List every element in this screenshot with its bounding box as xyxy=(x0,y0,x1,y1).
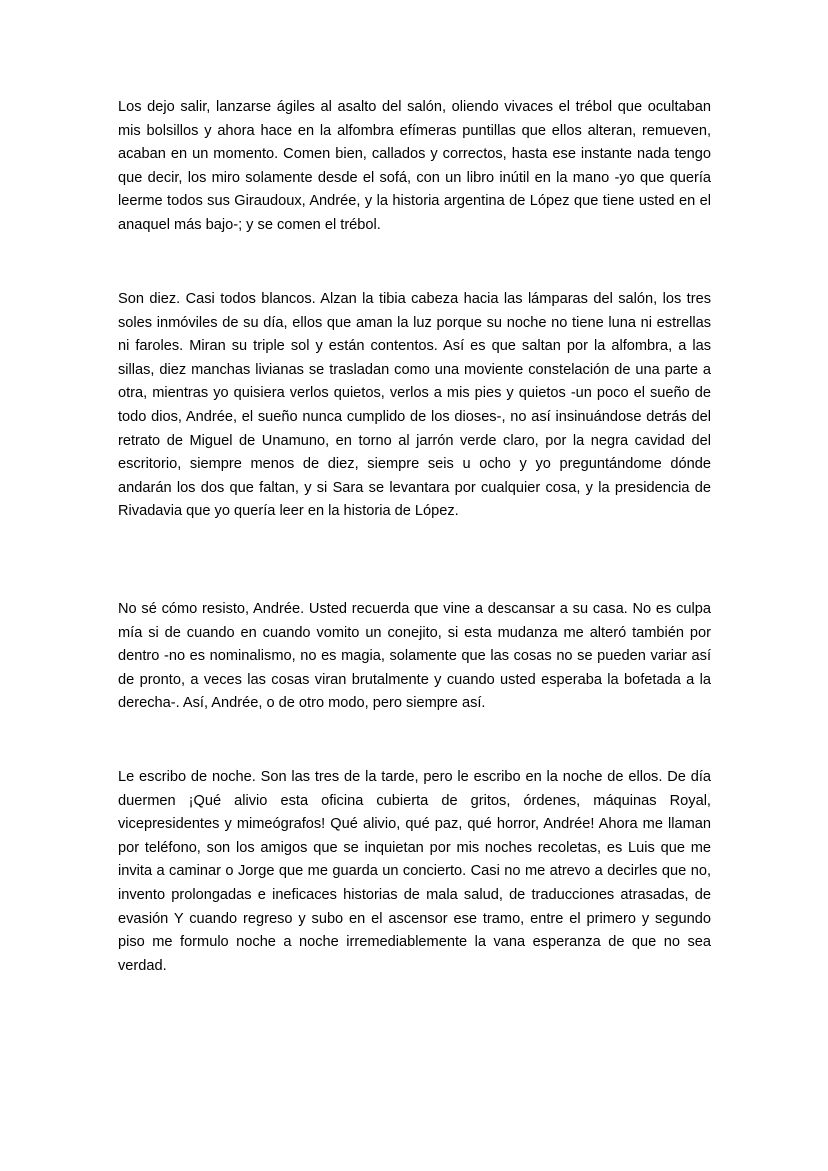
paragraph-2: Son diez. Casi todos blancos. Alzan la tibia cabeza hacia las lámparas del salón, los tres soles inmóviles de su día, ellos que aman la luz porque su noche no tiene luna ni estrellas ni faroles. Miran su triple sol y están contentos. Así es que saltan por la alfombra, a las sillas, diez manchas livianas se trasladan como una moviente constelación de una parte a otra, mientras yo quisiera verlos quietos, verlos a mis pies y quietos -un poco el sueño de todo dios, Andrée, el sueño nunca cumplido de los dioses-, no así insinuándose detrás del retrato de Miguel de Unamuno, en torno al jarrón verde claro, por la negra cavidad del escritorio, siempre menos de diez, siempre seis u ocho y yo preguntándome dónde andarán los dos que faltan, y si Sara se levantara por cualquier cosa, y la presidencia de Rivadavia que yo quería leer en la historia de López. xyxy=(118,291,711,520)
paragraph-4: Le escribo de noche. Son las tres de la tarde, pero le escribo en la noche de ellos. De día duermen ¡Qué alivio esta oficina cubierta de gritos, órdenes, máquinas Royal, vicepresidentes y mimeógrafos! Qué alivio, qué paz, qué horror, Andrée! Ahora me llaman por teléfono, son los amigos que se inquietan por mis noches recoletas, es Luis que me invita a caminar o Jorge que me guarda un concierto. Casi no me atrevo a decirles que no, invento prolongadas e ineficaces historias de mala salud, de traducciones atrasadas, de evasión Y cuando regreso y subo en el ascensor ese tramo, entre el primero y segundo piso me formulo noche a noche irremediablemente la vana esperanza de que no sea verdad. xyxy=(118,769,711,974)
paragraph-1: Los dejo salir, lanzarse ágiles al asalto del salón, oliendo vivaces el trébol que ocultaban mis bolsillos y ahora hace en la alfombra efímeras puntillas que ellos alteran, remueven, acaban en un momento. Comen bien, callados y correctos, hasta ese instante nada tengo que decir, los miro solamente desde el sofá, con un libro inútil en la mano -yo que quería leerme todos sus Giraudoux, Andrée, y la historia argentina de López que tiene usted en el anaquel más bajo-; y se comen el trébol. xyxy=(118,99,711,233)
paragraph-3: No sé cómo resisto, Andrée. Usted recuerda que vine a descansar a su casa. No es culpa mía si de cuando en cuando vomito un conejito, si esta mudanza me alteró también por dentro -no es nominalismo, no es magia, solamente que las cosas no se pueden variar así de pronto, a veces las cosas viran brutalmente y cuando usted esperaba la bofetada a la derecha-. Así, Andrée, o de otro modo, pero siempre así. xyxy=(118,601,711,712)
